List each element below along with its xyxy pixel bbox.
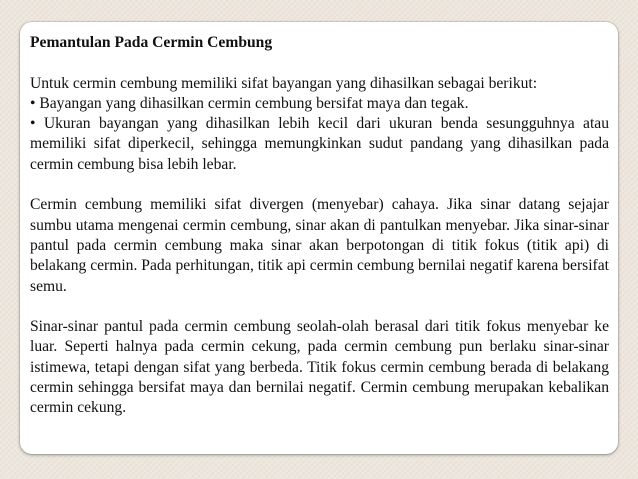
bullet-item-2: • Ukuran bayangan yang dihasilkan lebih kecil dari ukuran benda sesungguhnya atau memiliki sifat diperkecil, sehingga memungkinkan sudut pandang yang dihasilkan pada cermin cembung bisa lebih lebar.: [30, 115, 609, 173]
paragraph-2: Sinar-sinar pantul pada cermin cembung seolah-olah berasal dari titik fokus menyebar ke luar. Seperti halnya pada cermin cekung, pada cermin cembung pun berlaku sinar-sinar istimewa, tetapi dengan sifat yang berbeda. Titik fokus cermin cembung berada di belakang cermin sehingga bersifat maya dan bernilai negatif. Cermin cembung merupakan kebalikan cermin cekung.: [30, 318, 609, 417]
slide-title: Pemantulan Pada Cermin Cembung: [30, 34, 273, 51]
bullet-item-1: • Bayangan yang dihasilkan cermin cembung bersifat maya dan tegak.: [30, 94, 469, 112]
paragraph-1: Cermin cembung memiliki sifat divergen (menyebar) cahaya. Jika sinar datang sejajar sumbu utama mengenai cermin cembung, sinar akan di pantulkan menyebar. Jika sinar-sinar pantul pada cermin cembung maka sinar akan berpotongan di titik fokus (titik api) di belakang cermin. Pada perhitungan, titik api cermin cembung bernilai negatif karena bersifat semu.: [30, 196, 609, 295]
spacer: [30, 297, 609, 317]
spacer: [30, 175, 609, 195]
intro-text: Untuk cermin cembung memiliki sifat bayangan yang dihasilkan sebagai berikut:: [30, 74, 538, 92]
text-card: [20, 22, 618, 454]
spacer: [30, 53, 609, 73]
